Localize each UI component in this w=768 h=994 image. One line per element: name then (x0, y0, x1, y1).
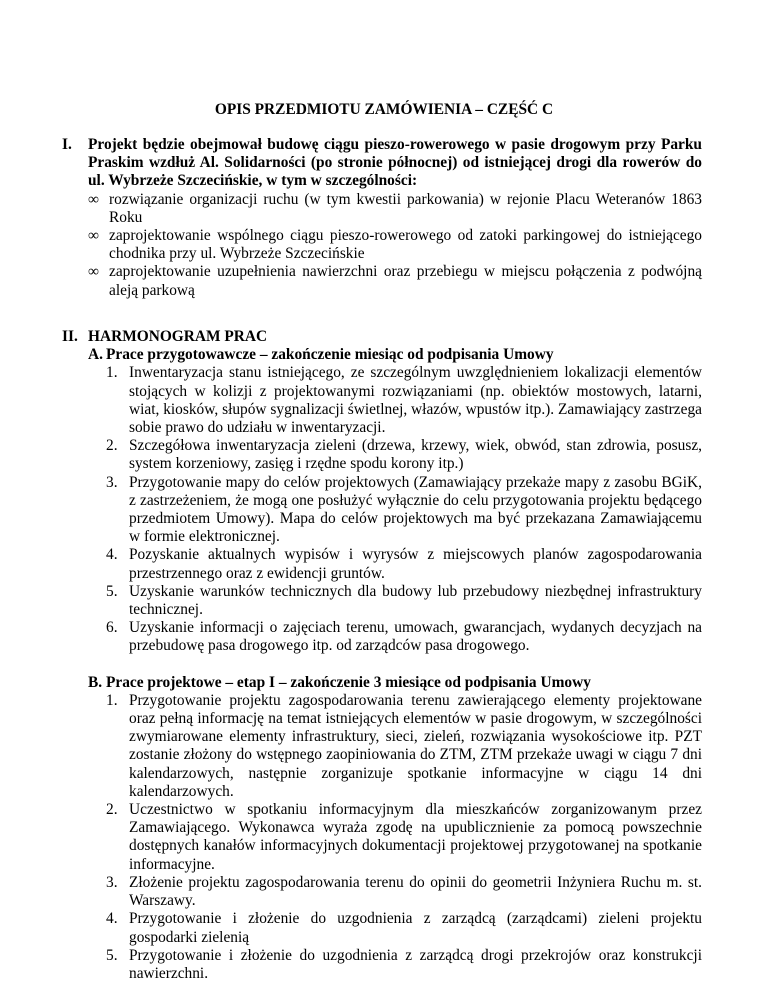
bullet-item: ∞ zaprojektowanie wspólnego ciągu pieszo-rowerowego od zatoki parkingowej do istniejącego chodnika przy ul. Wybrzeże Szczecińskie (88, 227, 702, 263)
infinity-bullet-icon: ∞ (88, 190, 99, 208)
section-1-heading: Projekt będzie obejmował budowę ciągu pieszo-rowerowego w pasie drogowym przy Parku Praskim wzdłuż Al. Solidarności (po stronie północnej) od istniejącej drogi dla rowerów do ul. Wybrzeże Szczecińskie, w tym w szczególności: (88, 136, 702, 190)
subsection-b-heading: Prace projektowe – etap I – zakończenie 3 miesiące od podpisania Umowy (106, 673, 591, 691)
list-item: 5. Uzyskanie warunków technicznych dla budowy lub przebudowy niezbędnej infrastruktury technicznej. (106, 582, 702, 619)
subsection-b-letter: B. (88, 673, 103, 691)
section-1-number: I. (62, 136, 72, 153)
section-2-heading: HARMONOGRAM PRAC (88, 328, 268, 345)
list-item: 1. Przygotowanie projektu zagospodarowania terenu zawierającego elementy projektowane oraz pełną informację na temat istniejących elementów w pasie drogowym, w szczególności zwymiarowane elementy infrastruktury, sieci, zieleń, rozwiązania wysokościowe itp. PZT zostanie złożony do wstępnego zaopiniowania do ZTM, ZTM przekaże uwagi w ciągu 7 dni kalendarzowych, następnie zorganizuje spotkanie informacyjne w ciągu 14 dni kalendarzowych. (106, 691, 702, 800)
list-item: 6. Uzyskanie informacji o zajęciach terenu, umowach, gwarancjach, wydanych decyzjach na przebudowę pasa drogowego itp. od zarządców pasa drogowego. (106, 619, 702, 655)
subsection-b (88, 674, 702, 692)
list-item: 3. Złożenie projektu zagospodarowania terenu do opinii do geometrii Inżyniera Ruchu m. st. Warszawy. (106, 873, 702, 910)
list-item: 1. Inwentaryzacja stanu istniejącego, ze szczególnym uwzględnieniem lokalizacji elementów stojących w kolizji z projektowanymi rozwiązaniami (np. obiektów mostowych, latarni, wiat, kiosków, słupów sygnalizacji świetlnej, włazów, wpustów itp.). Zamawiający zastrzega sobie prawo do udziału w inwentaryzacji. (106, 364, 702, 437)
section-1 (62, 136, 702, 300)
bullet-item: ∞ zaprojektowanie uzupełnienia nawierzchni oraz przebiegu w miejscu połączenia z podwójną aleją parkową (88, 263, 702, 299)
list-item: 4. Pozyskanie aktualnych wypisów i wyrysów z miejscowych planów zagospodarowania przestrzennego oraz z ewidencji gruntów. (106, 546, 702, 582)
subsection-a-letter: A. (88, 346, 103, 364)
subsection-a-heading: Prace przygotowawcze – zakończenie miesiąc od podpisania Umowy (106, 346, 554, 364)
list-item: 3. Przygotowanie mapy do celów projektowych (Zamawiający przekaże mapy z zasobu BGiK, z zastrzeżeniem, że mogą one posłużyć wyłącznie do celu przygotowania projektu będącego przedmiotem Umowy). Mapa do celów projektowych ma być przekazana Zamawiającemu w formie elektronicznej. (106, 473, 702, 546)
subsection-a (88, 346, 702, 364)
section-2-number: II. (62, 328, 78, 345)
infinity-bullet-icon: ∞ (88, 227, 99, 245)
list-item: 2. Uczestnictwo w spotkaniu informacyjnym dla mieszkańców zorganizowanym przez Zamawiającego. Wykonawca wyraża zgodę na upublicznienie za pomocą powszechnie dostępnych kanałów informacyjnych dokumentacji projektowej przygotowanej na spotkanie informacyjne. (106, 801, 702, 873)
infinity-bullet-icon: ∞ (88, 263, 99, 281)
section-2 (62, 328, 702, 983)
document-title: OPIS PRZEDMIOTU ZAMÓWIENIA – CZĘŚĆ C (214, 101, 554, 118)
list-item: 5. Przygotowanie i złożenie do uzgodnienia z zarządcą drogi przekrojów oraz konstrukcji nawierzchni. (106, 946, 702, 982)
list-item: 4. Przygotowanie i złożenie do uzgodnienia z zarządcą (zarządcami) zieleni projektu gospodarki zielenią (106, 910, 702, 946)
bullet-item: ∞ rozwiązanie organizacji ruchu (w tym kwestii parkowania) w rejonie Placu Weteranów 1863 Roku (88, 190, 702, 226)
list-item: 2. Szczegółowa inwentaryzacja zieleni (drzewa, krzewy, wiek, obwód, stan zdrowia, posusz, system korzeniowy, zasięg i rzędne spodu korony itp.) (106, 437, 702, 473)
